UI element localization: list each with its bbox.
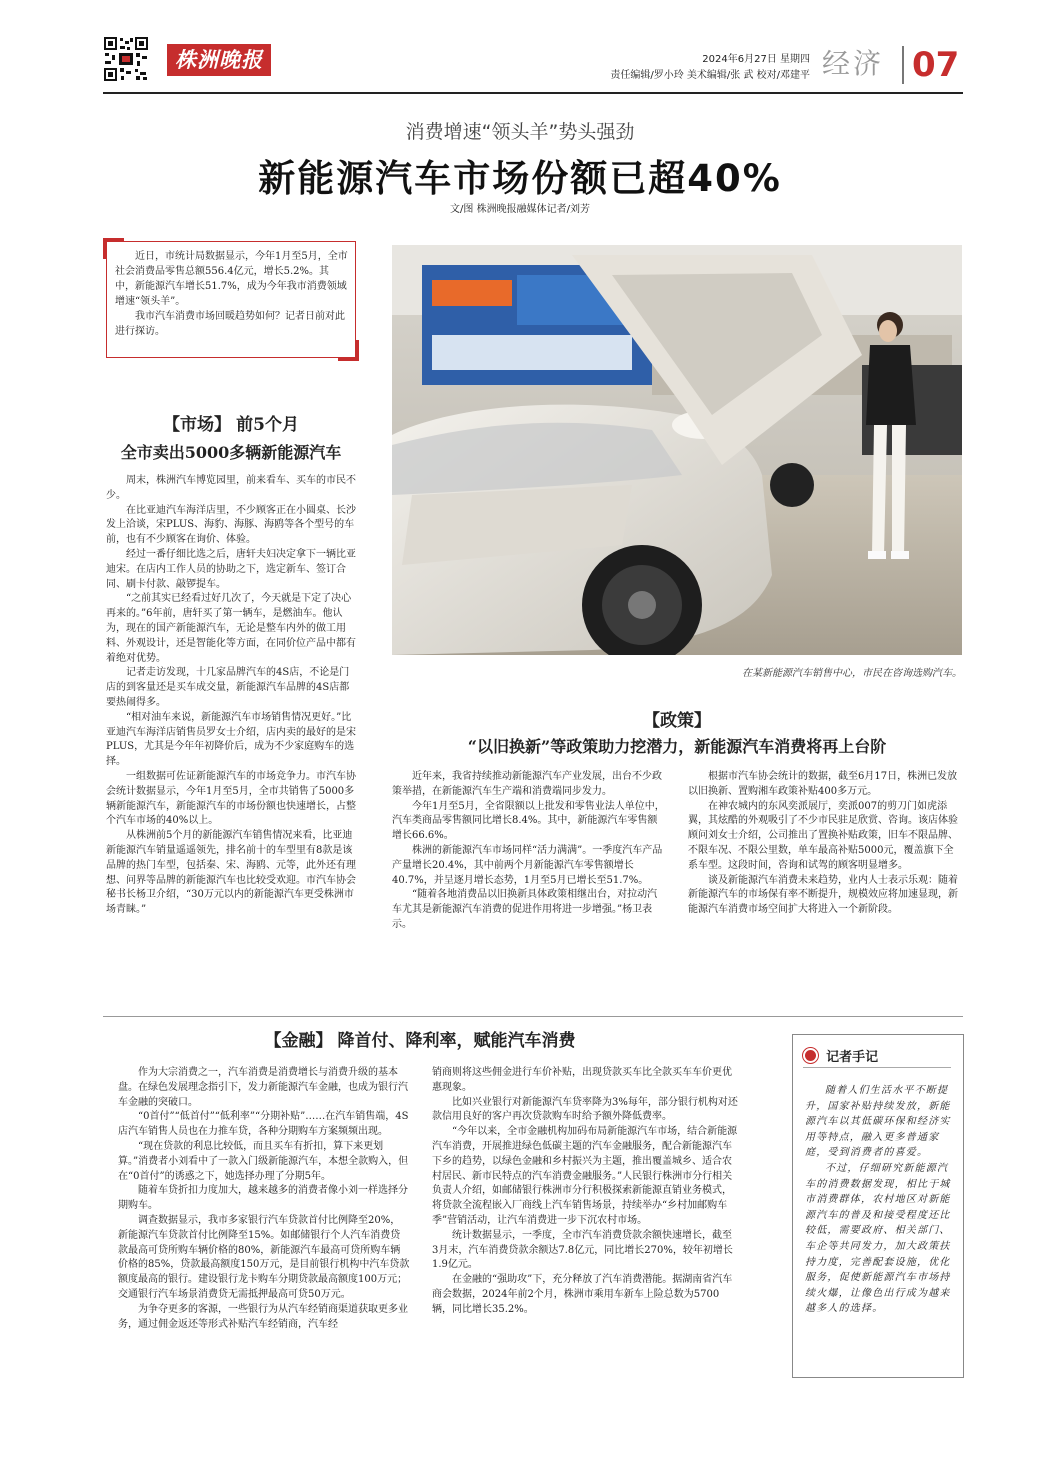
lead-paragraph: 近日，市统计局数据显示，今年1月至5月，全市社会消费品零售总额556.4亿元，增长5.2%。其中，新能源汽车增长51.7%，成为今年我市消费领域增速“领头羊”。 <box>115 251 348 307</box>
policy-paragraph: 根据市汽车协会统计的数据，截至6月17日，株洲已发放以旧换新、置购湘车政策补贴400多万元。 <box>688 771 958 797</box>
policy-paragraph: 近年来，我省持续推动新能源汽车产业发展，出台不少政策举措，在新能源汽车生产端和消费端同步发力。 <box>392 771 662 797</box>
finance-paragraph: 为争夺更多的客源，一些银行为从汽车经销商渠道获取更多业务，通过佣金返还等形式补贴汽车经销商，汽车经 <box>118 1303 408 1330</box>
policy-tag: 【政策】 <box>643 711 711 731</box>
finance-paragraph: 统计数据显示，一季度，全市汽车消费贷款余额快速增长，截至3月末，汽车消费贷款余额达7.8亿元，同比增长270%，较年初增长1.9亿元。 <box>432 1229 733 1271</box>
finance-paragraph: 调查数据显示，我市多家银行汽车贷款首付比例降至20%，新能源汽车贷款首付比例降至15%。如邮储银行个人汽车消费贷款最高可贷所购车辆价格的80%，新能源汽车最高可贷所购车辆价格的85%，贷款最高额度150万元，是目前银行机构中汽车贷款额度最高的银行。建设银行龙卡购车分期贷款最高额度100万元；交通银行汽车场景消费贷无需抵押最高可贷50万元。 <box>118 1214 410 1300</box>
finance-paragraph: 比如兴业银行对新能源汽车贷率降为3%每年，部分银行机构对还款信用良好的客户再次贷款购车时给予额外降低费率。 <box>432 1096 738 1123</box>
notes-bullet-icon <box>803 1048 818 1063</box>
article-title: 新能源汽车市场份额已超40% <box>258 157 782 200</box>
lead-paragraph: 我市汽车消费市场回暖趋势如何？记者日前对此进行探访。 <box>115 311 345 337</box>
finance-heading <box>180 1026 660 1051</box>
market-paragraph: 经过一番仔细比选之后，唐轩夫妇决定拿下一辆比亚迪宋。在店内工作人员的协助之下，选定新车、签订合同、刷卡付款、敲锣提车。 <box>106 548 356 590</box>
policy-head: “以旧换新”等政策助力挖潜力，新能源汽车消费将再上台阶 <box>467 737 887 756</box>
policy-col1 <box>392 770 666 933</box>
lead-corner-mark <box>338 340 359 361</box>
market-paragraph: 从株洲前5个月的新能源汽车销售情况来看，比亚迪新能源汽车销量遥遥领先，排名前十的车型里有8款是该品牌的热门车型，包括秦、宋、海鸥、元等，此外还有理想、问界等品牌的新能源汽车也比较受欢迎。市汽车协会秘书长杨卫介绍，“30万元以内的新能源汽车更受株洲市场青睐。” <box>106 830 356 916</box>
market-paragraph: 在比亚迪汽车海洋店里，不少顾客正在小圆桌、长沙发上洽谈，宋PLUS、海豹、海豚、海鸥等各个型号的车前，也有不少顾客在询价、体验。 <box>106 504 356 546</box>
finance-paragraph: 在金融的“强助攻”下，充分释放了汽车消费潜能。据湖南省汽车商会数据，2024年前2个月，株洲市乘用车新车上险总数为5700辆，同比增长35.2%。 <box>432 1274 733 1315</box>
article-byline: 文/图 株洲晚报融媒体记者/刘芳 <box>450 204 590 215</box>
market-body <box>106 474 356 918</box>
header-rule <box>103 92 963 94</box>
finance-col2 <box>432 1066 738 1318</box>
market-paragraph: “相对油车来说，新能源汽车市场销售情况更好。”比亚迪汽车海洋店销售员罗女士介绍，店内卖的最好的是宋PLUS，尤其是今年年初降价后，成为不少家庭购车的选择。 <box>106 711 356 768</box>
page-number: 07 <box>912 45 960 85</box>
market-paragraph: 记者走访发现，十几家品牌汽车的4S店，不论是门店的到客量还是买车成交量，新能源汽车品牌的4S店都要热闹得多。 <box>106 667 350 708</box>
photo-caption: 在某新能源汽车销售中心，市民在咨询选购汽车。 <box>742 668 962 679</box>
finance-tag: 【金融】 <box>264 1031 333 1051</box>
finance-head: 降首付、降利率，赋能汽车消费 <box>337 1031 576 1051</box>
reporter-notes-box <box>792 1034 964 1378</box>
notes-title: 记者手记 <box>826 1050 879 1065</box>
editors-line: 责任编辑/罗小玲 美术编辑/张 武 校对/邓建平 <box>610 70 810 81</box>
policy-paragraph: 株洲的新能源汽车市场同样“活力满满”。一季度汽车产品产量增长20.4%，其中前两个月新能源汽车零售额增长40.7%，并呈逐月增长态势，1月至5月已增长至51.7%。 <box>392 844 663 886</box>
policy-paragraph: “随着各地消费品以旧换新具体政策相继出台，对拉动汽车尤其是新能源汽车消费的促进作用将进一步增强。”杨卫表示。 <box>392 889 658 930</box>
policy-paragraph: 今年1月至5月，全省限额以上批发和零售业法人单位中，汽车类商品零售额同比增长8.4%。其中，新能源汽车零售额增长66.6%。 <box>392 800 665 842</box>
notes-title-row <box>803 1045 878 1065</box>
market-paragraph: 一组数据可佐证新能源汽车的市场竞争力。市汽车协会统计数据显示，今年1月至5月，全市共销售了5000多辆新能源汽车，新能源汽车的市场份额也快速增长，占整个汽车市场的40%以上。 <box>106 770 356 827</box>
market-head1: 前5个月 <box>236 415 299 435</box>
qr-code <box>103 36 149 82</box>
finance-paragraph: “今年以来，全市金融机构加码布局新能源汽车市场，结合新能源汽车消费，开展推进绿色低碳主题的汽车金融服务，配合新能源汽车下乡的趋势，以绿色金融和乡村振兴为主题，推出覆盖城乡、适合农村居民、新市民特点的汽车消费金融服务。”人民银行株洲市分行相关负责人介绍，如邮储银行株洲市分行积极探索新能源直销业务模式，将贷款全流程嵌入厂商线上汽车销售场景，持续举办“乡村加邮购车季”营销活动，让汽车消费进一步下沉农村市场。 <box>432 1126 738 1226</box>
finance-paragraph: 随着车贷折扣力度加大，越来越多的消费者像小刘一样选择分期购车。 <box>118 1185 408 1212</box>
finance-paragraph: “0首付”“低首付”“低利率”“分期补贴”……在汽车销售端，4S店汽车销售人员也在力推车贷，各种分期购车方案频频出现。 <box>118 1111 409 1138</box>
logo-text: 株洲晚报 <box>175 47 263 72</box>
finance-paragraph: 销商则将这些佣金进行车价补贴，出现贷款买车比全款买车车价更优惠现象。 <box>432 1067 732 1093</box>
notes-title-rule <box>803 1067 951 1068</box>
section-rule <box>103 1016 963 1017</box>
newspaper-logo <box>167 44 271 76</box>
policy-paragraph: 谈及新能源汽车消费未来趋势，业内人士表示乐观：随着新能源汽车的市场保有率不断提升，规模效应将加速显现，新能源汽车消费市场空间扩大将进入一个新阶段。 <box>688 874 958 916</box>
market-head2: 全市卖出5000多辆新能源汽车 <box>120 443 342 462</box>
market-paragraph: “之前其实已经看过好几次了，今天就是下定了决心再来的。”6年前，唐轩买了第一辆车，是燃油车。他认为，现在的国产新能源汽车，无论是整车内外的做工用料、外观设计，还是智能化等方面，在同价位产品中都有着绝对优势。 <box>106 593 356 664</box>
lead-box <box>106 241 356 358</box>
showroom-photo <box>392 245 962 655</box>
article-kicker: 消费增速“领头羊”势头强劲 <box>405 121 635 143</box>
market-paragraph: 周末，株洲汽车博览园里，前来看车、买车的市民不少。 <box>106 475 356 501</box>
date-line: 2024年6月27日 星期四 <box>702 54 810 65</box>
policy-col2 <box>688 770 962 918</box>
notes-paragraph: 随着人们生活水平不断提升，国家补贴持续发放，新能源汽车以其低碳环保和经济实用等特点，融入更多普通家庭，受到消费者的喜爱。 <box>805 1085 951 1159</box>
section-name: 经济 <box>822 47 885 80</box>
finance-paragraph: “现在贷款的利息比较低，而且买车有折扣，算下来更划算。”消费者小刘看中了一款入门级新能源汽车，本想全款购入，但在“0首付”的诱惑之下，她选择办理了分期5年。 <box>118 1140 409 1182</box>
section-divider <box>902 46 904 84</box>
finance-col1 <box>118 1066 410 1332</box>
policy-paragraph: 在神农城内的东风奕派展厅，奕派007的剪刀门如虎添翼，其炫酷的外观吸引了不少市民驻足欣赏、咨询。该店体验顾问刘女士介绍，公司推出了置换补贴政策，旧车不限品牌、不限车况、不限公里数，单车最高补贴5000元，覆盖旗下全系车型。这段时间，咨询和试驾的顾客明显增多。 <box>688 800 958 871</box>
market-heading-line1 <box>106 410 356 435</box>
market-tag: 【市场】 <box>163 415 232 435</box>
notes-paragraph: 不过，仔细研究新能源汽车的消费数据发现，相比于城市消费群体，农村地区对新能源汽车的普及和接受程度还比较低，需要政府、相关部门、车企等共同发力，加大政策扶持力度，完善配套设施，优化服务，促使新能源汽车市场持续火爆，让像色出行成为越来越多人的选择。 <box>805 1162 951 1315</box>
finance-paragraph: 作为大宗消费之一，汽车消费是消费增长与消费升级的基本盘。在绿色发展理念指引下，发力新能源汽车金融，也成为银行汽车金融的突破口。 <box>118 1067 408 1108</box>
